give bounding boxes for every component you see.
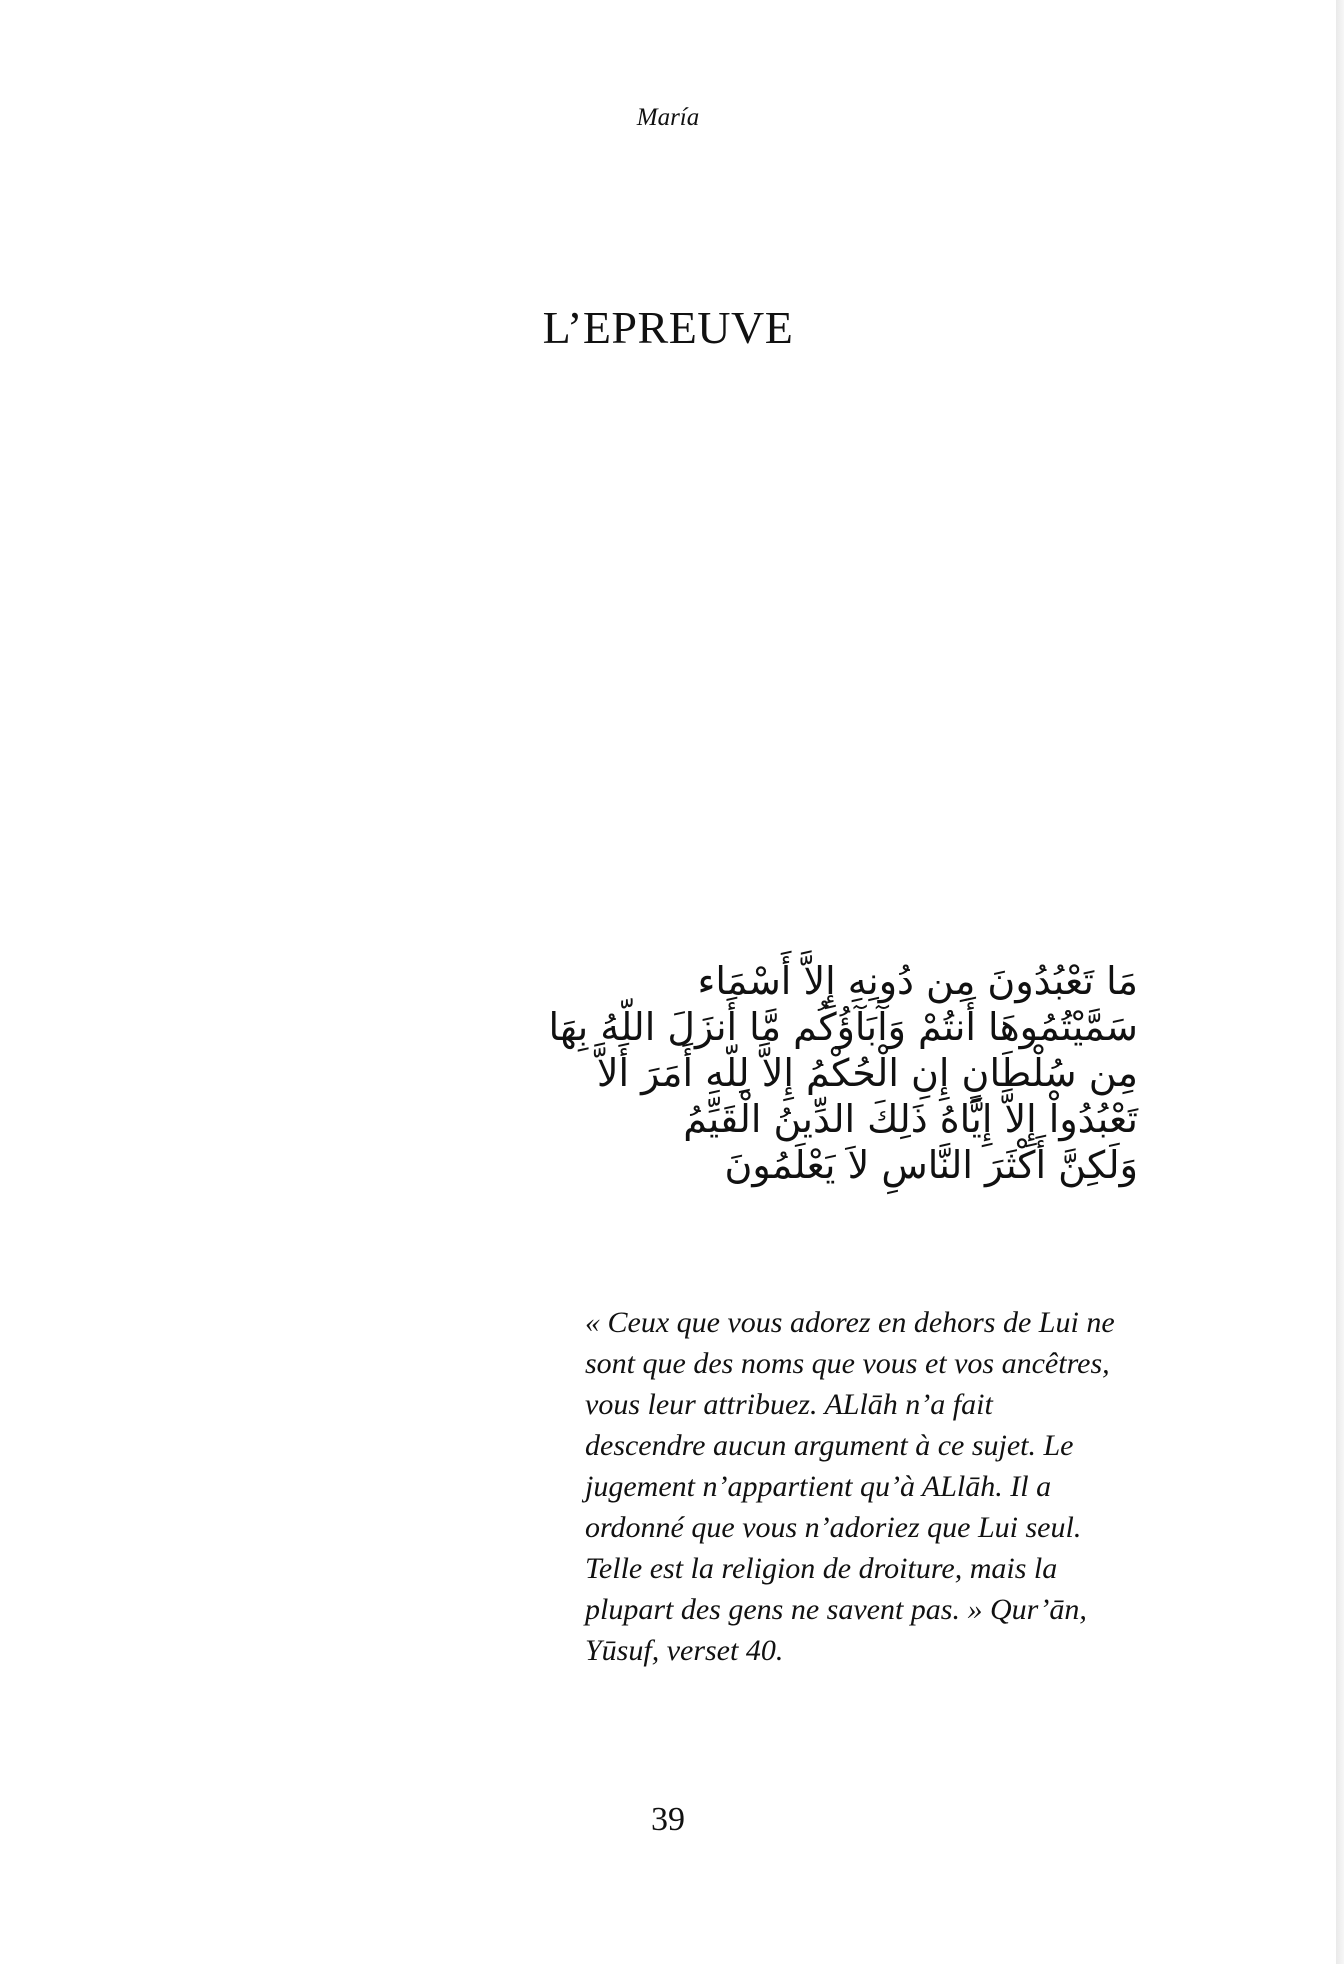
translation-line: plupart des gens ne savent pas. » Qur’ān, [585,1593,1087,1626]
arabic-verse [548,958,1138,1188]
translation-line: vous leur attribuez. ALlāh n’a fait [585,1388,993,1421]
translation-line: Telle est la religion de droiture, mais la [585,1552,1058,1585]
arabic-verse-line: سَمَّيْتُمُوهَا أَنتُمْ وَآبَآؤُكُم مَّا أَنزَلَ اللّهُ بِهَا [548,1005,1138,1049]
arabic-verse-line: مِن سُلْطَانٍ إِنِ الْحُكْمُ إِلاَّ لِلّهِ أَمَرَ أَلاَّ [596,1051,1138,1095]
arabic-verse-line: تَعْبُدُواْ إِلاَّ إِيَّاهُ ذَلِكَ الدِّينُ الْقَيِّمُ [683,1097,1138,1141]
translation-line: sont que des noms que vous et vos ancêtres, [585,1347,1110,1380]
arabic-verse-line: مَا تَعْبُدُونَ مِن دُونِهِ إِلاَّ أَسْمَاء [697,959,1138,1003]
french-translation [585,1302,1145,1671]
translation-line: descendre aucun argument à ce sujet. Le [585,1429,1074,1462]
translation-line: Yūsuf, verset 40. [585,1634,784,1667]
translation-line: jugement n’appartient qu’à ALlāh. Il a [585,1470,1052,1503]
arabic-verse-line: وَلَكِنَّ أَكْثَرَ النَّاسِ لاَ يَعْلَمُونَ [724,1143,1138,1187]
page-number: 39 [651,1801,685,1838]
translation-line: ordonné que vous n’adoriez que Lui seul. [585,1511,1082,1544]
translation-line: « Ceux que vous adorez en dehors de Lui ne [585,1306,1115,1339]
running-header: María [636,104,700,131]
chapter-title: L’EPREUVE [542,302,794,353]
page-edge-shadow [1336,0,1344,1964]
